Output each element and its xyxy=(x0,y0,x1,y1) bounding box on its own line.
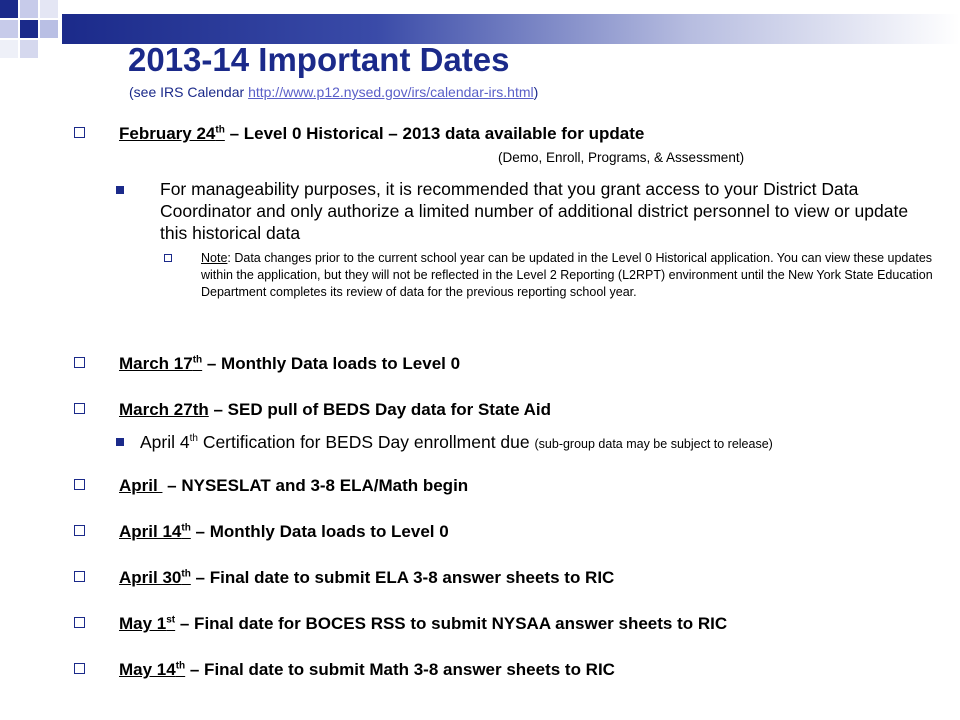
item-text: – NYSESLAT and 3-8 ELA/Math begin xyxy=(162,476,469,495)
checkbox-bullet-icon xyxy=(74,617,85,628)
item-date: April 14th xyxy=(119,522,191,541)
item-date: March 27th xyxy=(119,400,209,419)
feb-bullet: For manageability purposes, it is recommended that you grant access to your District Data Coordinator and only authorize a limited number of additional district personnel to view or update this historical data xyxy=(160,178,940,244)
checkbox-bullet-icon xyxy=(74,663,85,674)
checkbox-bullet-icon xyxy=(164,254,172,262)
list-item xyxy=(74,614,727,634)
subtitle-prefix: (see IRS Calendar xyxy=(129,84,249,100)
list-item xyxy=(74,476,468,496)
item-text: – SED pull of BEDS Day data for State Aid xyxy=(208,400,552,419)
item-date: May 1st xyxy=(119,614,176,633)
item-date: March 17th xyxy=(119,354,203,373)
checkbox-bullet-icon xyxy=(74,403,85,414)
square-bullet-icon xyxy=(116,186,124,194)
item-text: – Final date for BOCES RSS to submit NYSAA answer sheets to RIC xyxy=(175,614,728,633)
irs-calendar-link[interactable]: http://www.p12.nysed.gov/irs/calendar-irs.html xyxy=(248,84,534,100)
item-text: – Level 0 Historical – 2013 data available for update xyxy=(224,124,645,143)
list-item xyxy=(74,124,644,144)
checkbox-bullet-icon xyxy=(74,357,85,368)
square-bullet-icon xyxy=(116,438,124,446)
item-text: – Final date to submit ELA 3-8 answer sheets to RIC xyxy=(190,568,615,587)
list-item xyxy=(74,568,614,588)
item-date: February 24th xyxy=(119,124,225,143)
list-item xyxy=(74,400,551,420)
subtitle-suffix: ) xyxy=(533,84,539,100)
item-text: – Monthly Data loads to Level 0 xyxy=(202,354,461,373)
april4-bullet: April 4th Certification for BEDS Day enrollment due (sub-group data may be subject to release) xyxy=(116,432,773,453)
checkbox-bullet-icon xyxy=(74,479,85,490)
feb-detail: (Demo, Enroll, Programs, & Assessment) xyxy=(498,150,745,165)
item-text: – Monthly Data loads to Level 0 xyxy=(190,522,449,541)
note-label: Note xyxy=(201,251,228,265)
item-date: April xyxy=(119,476,163,495)
note-paragraph: Note: Data changes prior to the current school year can be updated in the Level 0 Historical application. You can view these updates within the application, but they will not be reflected in the Level 2 Reporting (L2RPT) environment until the New York State Education Department completes its review of data for the previous reporting school year. xyxy=(201,250,941,301)
list-item xyxy=(74,354,460,374)
checkbox-bullet-icon xyxy=(74,127,85,138)
item-date: May 14th xyxy=(119,660,186,679)
checkbox-bullet-icon xyxy=(74,525,85,536)
page-title: 2013-14 Important Dates xyxy=(128,41,510,78)
checkbox-bullet-icon xyxy=(74,571,85,582)
item-text: – Final date to submit Math 3-8 answer sheets to RIC xyxy=(185,660,615,679)
list-item xyxy=(74,522,449,542)
item-date: April 30th xyxy=(119,568,191,587)
page-subtitle xyxy=(129,84,538,100)
list-item xyxy=(74,660,615,680)
